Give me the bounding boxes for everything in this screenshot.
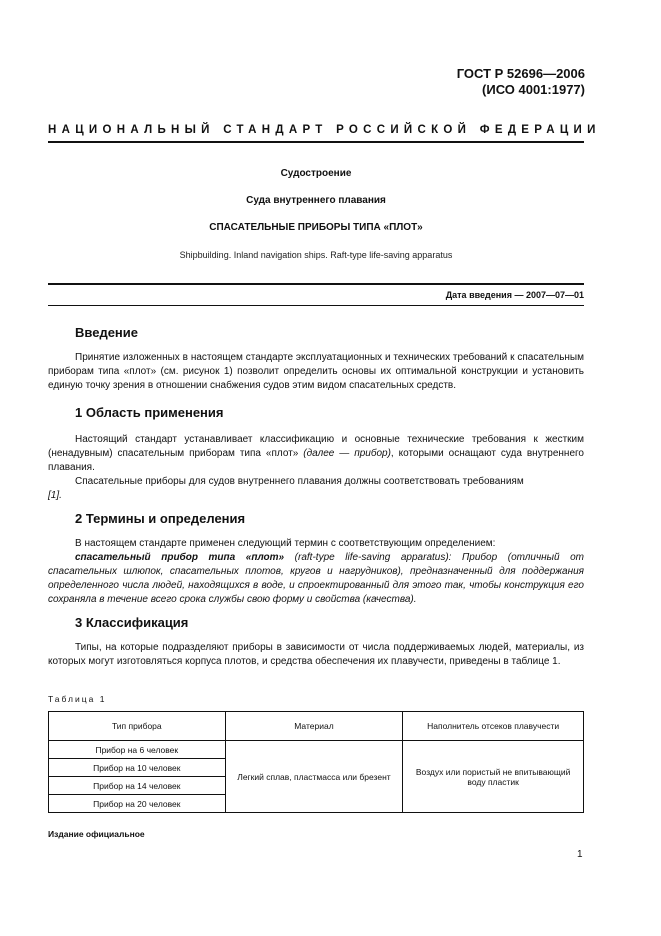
term-english: (raft-type life-saving apparatus):	[284, 552, 452, 563]
intro-heading: Введение	[75, 325, 138, 340]
scope-text-italic: (далее — прибор)	[303, 448, 391, 459]
term-definition-text: Прибор (отличный от спасательных шлюпок, спасательных плотов, кругов и нагрудников), предназначенный для поддержания определенного числа людей, находящихся в воде, и спроектированный для этого так, чтобы конструкция его сохраняла в течение всего срока службы свою форму и свойства (качества).	[48, 552, 585, 605]
terms-paragraphs	[48, 537, 584, 607]
filler-cell: Воздух или пористый не впитывающий воду пластик	[403, 741, 584, 813]
category-title: Судостроение	[280, 168, 352, 179]
table-row	[49, 741, 584, 759]
effective-date: Дата введения — 2007—07—01	[445, 290, 584, 300]
material-cell: Легкий сплав, пластмасса или брезент	[225, 741, 403, 813]
main-title: СПАСАТЕЛЬНЫЕ ПРИБОРЫ ТИПА «ПЛОТ»	[209, 222, 423, 233]
intro-paragraph	[48, 351, 584, 393]
type-cell: Прибор на 14 человек	[49, 777, 226, 795]
date-divider	[48, 305, 584, 306]
table-header-row	[49, 712, 584, 741]
classification-table	[48, 711, 584, 813]
scope-text-2: Спасательные приборы для судов внутреннего плавания должны соответствовать требованиям	[75, 476, 524, 487]
iso-reference: (ИСО 4001:1977)	[482, 82, 585, 97]
term: спасательный прибор типа «плот»	[75, 552, 285, 563]
scope-paragraphs	[48, 433, 584, 503]
edition-note: Издание официальное	[48, 829, 145, 839]
national-standard-title: НАЦИОНАЛЬНЫЙ СТАНДАРТ РОССИЙСКОЙ ФЕДЕРАЦИИ	[48, 124, 601, 136]
table-label: Таблица 1	[48, 694, 107, 704]
standard-number: ГОСТ Р 52696—2006	[456, 66, 585, 81]
terms-heading: 2 Термины и определения	[75, 511, 246, 526]
scope-paragraph-2	[48, 475, 584, 489]
scope-text-part1: Настоящий стандарт устанавливает классификацию и основные технические требования к жестким (ненадувным) спасательным приборам типа «плот»	[48, 434, 584, 459]
header-type: Тип прибора	[49, 712, 226, 741]
term-definition	[48, 551, 584, 607]
type-cell: Прибор на 10 человек	[49, 759, 226, 777]
classification-heading: 3 Классификация	[75, 615, 189, 630]
page-number: 1	[577, 849, 583, 860]
subcategory-title: Суда внутреннего плавания	[246, 195, 386, 206]
standard-designation	[457, 66, 585, 98]
scope-reference: [1].	[48, 490, 62, 501]
scope-paragraph-1	[48, 433, 584, 475]
english-title: Shipbuilding. Inland navigation ships. Raft-type life-saving apparatus	[179, 250, 453, 260]
type-cell: Прибор на 20 человек	[49, 795, 226, 813]
classification-text: Типы, на которые подразделяют приборы в зависимости от числа поддерживаемых людей, материалы, из которых могут изготовляться корпуса плотов, и средства обеспечения их плавучести, приведены в таблице 1.	[48, 642, 584, 667]
classification-paragraph	[48, 641, 584, 669]
scope-text-part2: , которыми оснащают суда внутреннего плавания.	[48, 448, 584, 473]
title-divider	[48, 283, 584, 285]
header-material: Материал	[225, 712, 403, 741]
terms-intro: В настоящем стандарте применен следующий термин с соответствующим определением:	[75, 538, 496, 549]
type-cell: Прибор на 6 человек	[49, 741, 226, 759]
scope-heading: 1 Область применения	[75, 405, 224, 420]
intro-text: Принятие изложенных в настоящем стандарте эксплуатационных и технических требований к спасательным приборам типа «плот» (см. рисунок 1) позволит определить основы их оптимальной конструкции и установить единую точку зрения в отношении снабжения судов этим видом спасательных средств.	[48, 352, 584, 391]
header-filler: Наполнитель отсеков плавучести	[403, 712, 584, 741]
header-divider	[48, 141, 584, 143]
